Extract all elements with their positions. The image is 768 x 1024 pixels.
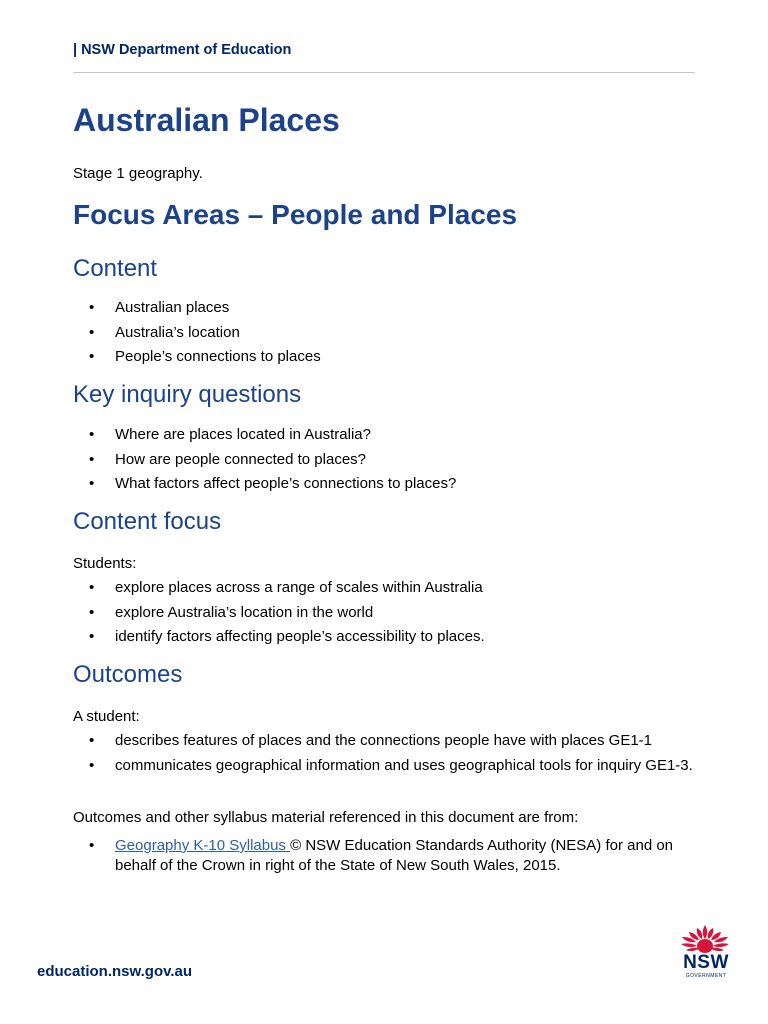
list-item bbox=[73, 836, 695, 876]
list-item-text: Australian places bbox=[115, 299, 230, 316]
bullet: • bbox=[89, 299, 95, 316]
list-item-text: Where are places located in Australia? bbox=[115, 426, 371, 443]
list-item bbox=[73, 450, 695, 470]
content-heading: Content bbox=[73, 255, 158, 282]
content-list bbox=[73, 298, 695, 372]
list-item-text: communicates geographical information and uses geographical tools for inquiry GE1-3. bbox=[115, 756, 693, 774]
bullet: • bbox=[89, 323, 95, 341]
inquiry-heading: Key inquiry questions bbox=[73, 381, 302, 408]
bullet: • bbox=[89, 450, 95, 468]
list-item-text: How are people connected to places? bbox=[115, 450, 367, 468]
list-item bbox=[73, 323, 695, 343]
syllabus-link[interactable]: Geography K-10 Syllabus bbox=[115, 837, 291, 854]
list-item-text: What factors affect people’s connections to places? bbox=[115, 475, 457, 492]
bullet: • bbox=[89, 348, 95, 365]
content-focus-heading: Content focus bbox=[73, 508, 222, 535]
nsw-government-logo bbox=[672, 924, 738, 984]
header-divider bbox=[73, 72, 695, 73]
list-item bbox=[73, 603, 695, 623]
list-item-text: describes features of places and the connections people have with places GE1-1 bbox=[115, 732, 652, 749]
student-intro: A student: bbox=[73, 708, 140, 725]
bullet: • bbox=[89, 475, 95, 492]
list-item bbox=[73, 756, 695, 776]
bullet: • bbox=[89, 603, 95, 621]
copyright-text: © NSW Education Standards Authority (NESA) for and on behalf of the Crown in right of the State of New South Wales, 2015. bbox=[115, 837, 674, 874]
logo-wordmark: NSW bbox=[683, 952, 729, 973]
department-header: | NSW Department of Education bbox=[73, 42, 292, 58]
page-title: Australian Places bbox=[73, 102, 340, 138]
list-item bbox=[73, 731, 695, 751]
list-item bbox=[73, 298, 695, 318]
list-item-text: explore Australia’s location in the world bbox=[115, 603, 374, 621]
list-item-text: People’s connections to places bbox=[115, 348, 321, 365]
bullet: • bbox=[89, 426, 95, 443]
content-focus-list bbox=[73, 578, 695, 652]
reference-intro: Outcomes and other syllabus material referenced in this document are from: bbox=[73, 809, 579, 826]
stage-subtitle: Stage 1 geography. bbox=[73, 165, 203, 182]
outcomes-list bbox=[73, 731, 695, 780]
list-item-text: explore places across a range of scales within Australia bbox=[115, 579, 483, 596]
students-intro: Students: bbox=[73, 555, 137, 572]
list-item bbox=[73, 347, 695, 367]
bullet: • bbox=[89, 756, 95, 774]
bullet: • bbox=[89, 732, 95, 749]
list-item bbox=[73, 578, 695, 598]
reference-list bbox=[73, 836, 695, 881]
focus-areas-heading: Focus Areas – People and Places bbox=[73, 199, 518, 230]
inquiry-list bbox=[73, 425, 695, 499]
list-item bbox=[73, 627, 695, 647]
bullet: • bbox=[89, 579, 95, 596]
list-item-text: identify factors affecting people’s accessibility to places. bbox=[115, 628, 485, 645]
bullet: • bbox=[89, 628, 95, 645]
list-item-text: Australia’s location bbox=[115, 323, 240, 341]
logo-subtext: GOVERNMENT bbox=[685, 973, 727, 979]
footer-url: education.nsw.gov.au bbox=[37, 963, 193, 980]
outcomes-heading: Outcomes bbox=[73, 661, 183, 688]
list-item bbox=[73, 474, 695, 494]
bullet: • bbox=[89, 837, 95, 854]
list-item bbox=[73, 425, 695, 445]
